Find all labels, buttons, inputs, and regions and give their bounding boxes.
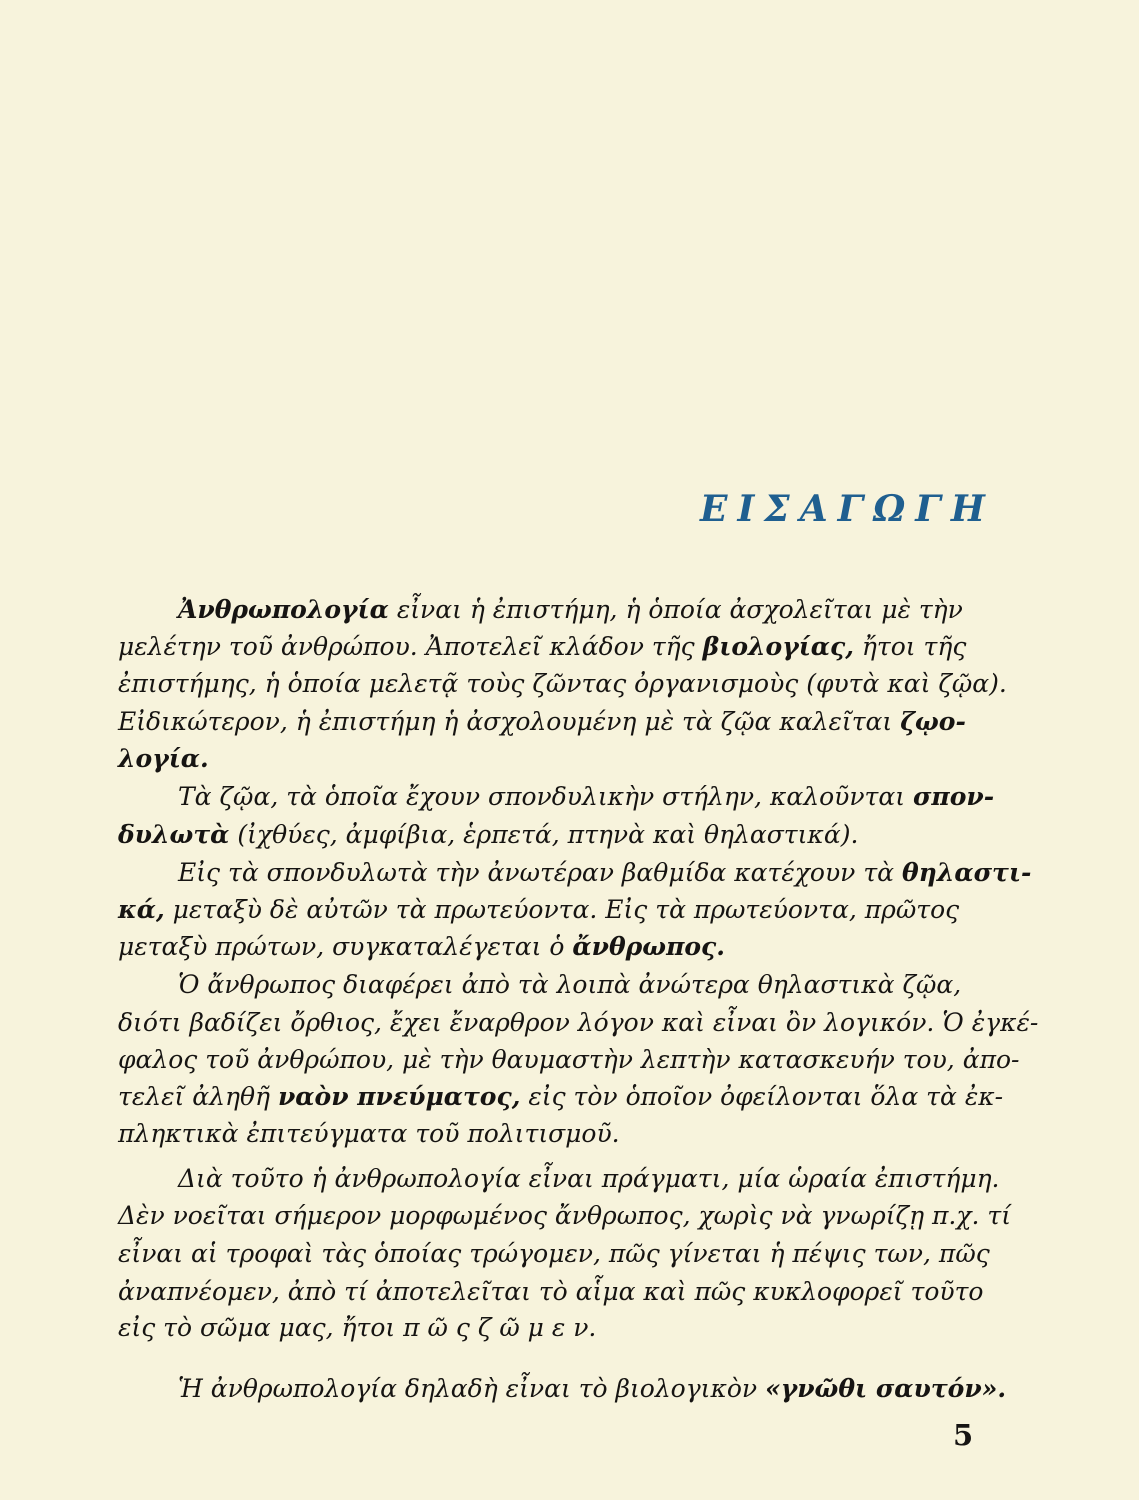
line-text: ἀναπνέομεν, ἀπὸ τί ἀποτελεῖται τὸ αἷμα καὶ πῶς κυκλοφορεῖ τοῦτο	[118, 1277, 984, 1306]
text-line	[178, 1164, 1000, 1193]
bold-term: κά,	[118, 895, 165, 924]
text-line	[118, 1045, 1020, 1074]
line-text: Εἰδικώτερον, ἡ ἐπιστήμη ἡ ἀσχολουμένη μὲ τὰ ζῷα καλεῖται	[118, 707, 893, 736]
line-text: Διὰ τοῦτο ἡ ἀνθρωπολογία εἶναι πράγματι, μία ὡραία ἐπιστήμη.	[178, 1164, 1000, 1193]
line-text: εἶναι ἡ ἐπιστήμη, ἡ ὁποία ἀσχολεῖται μὲ τὴν	[396, 595, 963, 624]
text-line	[118, 746, 983, 771]
line-text: εἰς τὸν ὁποῖον ὀφείλονται ὅλα τὰ ἐκ-	[528, 1082, 1004, 1111]
spaced-text: π ῶ ς ζ ῶ μ ε ν.	[403, 1313, 597, 1342]
line-text: μεταξὺ πρώτων, συγκαταλέγεται ὁ	[118, 932, 565, 961]
line-text: (ἰχθύες, ἀμφίβια, ἑρπετά, πτηνὰ καὶ θηλαστικά).	[237, 820, 859, 849]
text-line	[118, 634, 983, 659]
line-text: Ἡ ἀνθρωπολογία δηλαδὴ εἶναι τὸ βιολογικὸν	[178, 1374, 758, 1403]
bold-term: «γνῶθι σαυτόν».	[765, 1374, 1007, 1403]
text-line	[118, 669, 1007, 698]
text-line	[118, 709, 983, 734]
text-line	[118, 1008, 1039, 1037]
bold-term: Ἀνθρωπολογία	[178, 595, 389, 624]
bold-term: θηλαστι-	[901, 858, 1032, 887]
line-text: Εἰς τὰ σπονδυλωτὰ τὴν ἀνωτέραν βαθμίδα κατέχουν τὰ	[178, 858, 895, 887]
text-line	[178, 1374, 1007, 1403]
bold-term: βιολογίας,	[702, 632, 854, 661]
text-line	[178, 782, 995, 811]
line-text: διότι βαδίζει ὄρθιος, ἔχει ἔναρθρον λόγον καὶ εἶναι ὂν λογικόν. Ὁ ἐγκέ-	[118, 1008, 1039, 1037]
text-line	[178, 858, 1032, 887]
text-line	[178, 972, 983, 997]
text-line	[118, 822, 983, 847]
line-text: Δὲν νοεῖται σήμερον μορφωμένος ἄνθρωπος, χωρὶς νὰ γνωρίζῃ π.χ. τί	[118, 1201, 1012, 1230]
bold-term: λογία.	[118, 744, 209, 773]
line-text: ἐπιστήμης, ἡ ὁποία μελετᾷ τοὺς ζῶντας ὀργανισμοὺς (φυτὰ καὶ ζῷα).	[118, 669, 1007, 698]
text-line	[178, 597, 983, 622]
bold-term: σπον-	[912, 782, 995, 811]
line-text: Τὰ ζῷα, τὰ ὁποῖα ἔχουν σπονδυλικὴν στήλην, καλοῦνται	[178, 782, 906, 811]
line-text: ἤτοι τῆς	[861, 632, 967, 661]
text-line	[118, 1315, 983, 1340]
bold-term: ἄνθρωπος.	[572, 932, 725, 961]
line-text: πληκτικὰ ἐπιτεύγματα τοῦ πολιτισμοῦ.	[118, 1119, 620, 1148]
line-text: φαλος τοῦ ἀνθρώπου, μὲ τὴν θαυμαστὴν λεπτὴν κατασκευήν του, ἀπο-	[118, 1045, 1020, 1074]
line-text: εἰς τὸ σῶμα μας, ἤτοι	[118, 1313, 396, 1342]
text-line	[118, 1082, 1004, 1111]
chapter-title: ΕΙΣΑΓΩΓΗ	[700, 488, 995, 531]
line-text: Ὁ ἄνθρωπος διαφέρει ἀπὸ τὰ λοιπὰ ἀνώτερα θηλαστικὰ ζῷα,	[178, 970, 962, 999]
page-number: 5	[953, 1418, 974, 1452]
line-text: μελέτην τοῦ ἀνθρώπου. Ἀποτελεῖ κλάδον τῆς	[118, 632, 695, 661]
bold-term: δυλωτὰ	[118, 820, 230, 849]
bold-term: ναὸν πνεύματος,	[277, 1082, 521, 1111]
line-text: τελεῖ ἀληθῆ	[118, 1082, 270, 1111]
text-line	[118, 897, 983, 922]
text-line	[118, 1121, 983, 1146]
text-line	[118, 1201, 1012, 1230]
text-line	[118, 1239, 990, 1268]
line-text: εἶναι αἱ τροφαὶ τὰς ὁποίας τρώγομεν, πῶς γίνεται ἡ πέψις των, πῶς	[118, 1239, 990, 1268]
bold-term: ζῳο-	[900, 707, 966, 736]
text-line	[118, 934, 983, 959]
line-text: μεταξὺ δὲ αὐτῶν τὰ πρωτεύοντα. Εἰς τὰ πρωτεύοντα, πρῶτος	[172, 895, 960, 924]
text-line	[118, 1279, 983, 1304]
